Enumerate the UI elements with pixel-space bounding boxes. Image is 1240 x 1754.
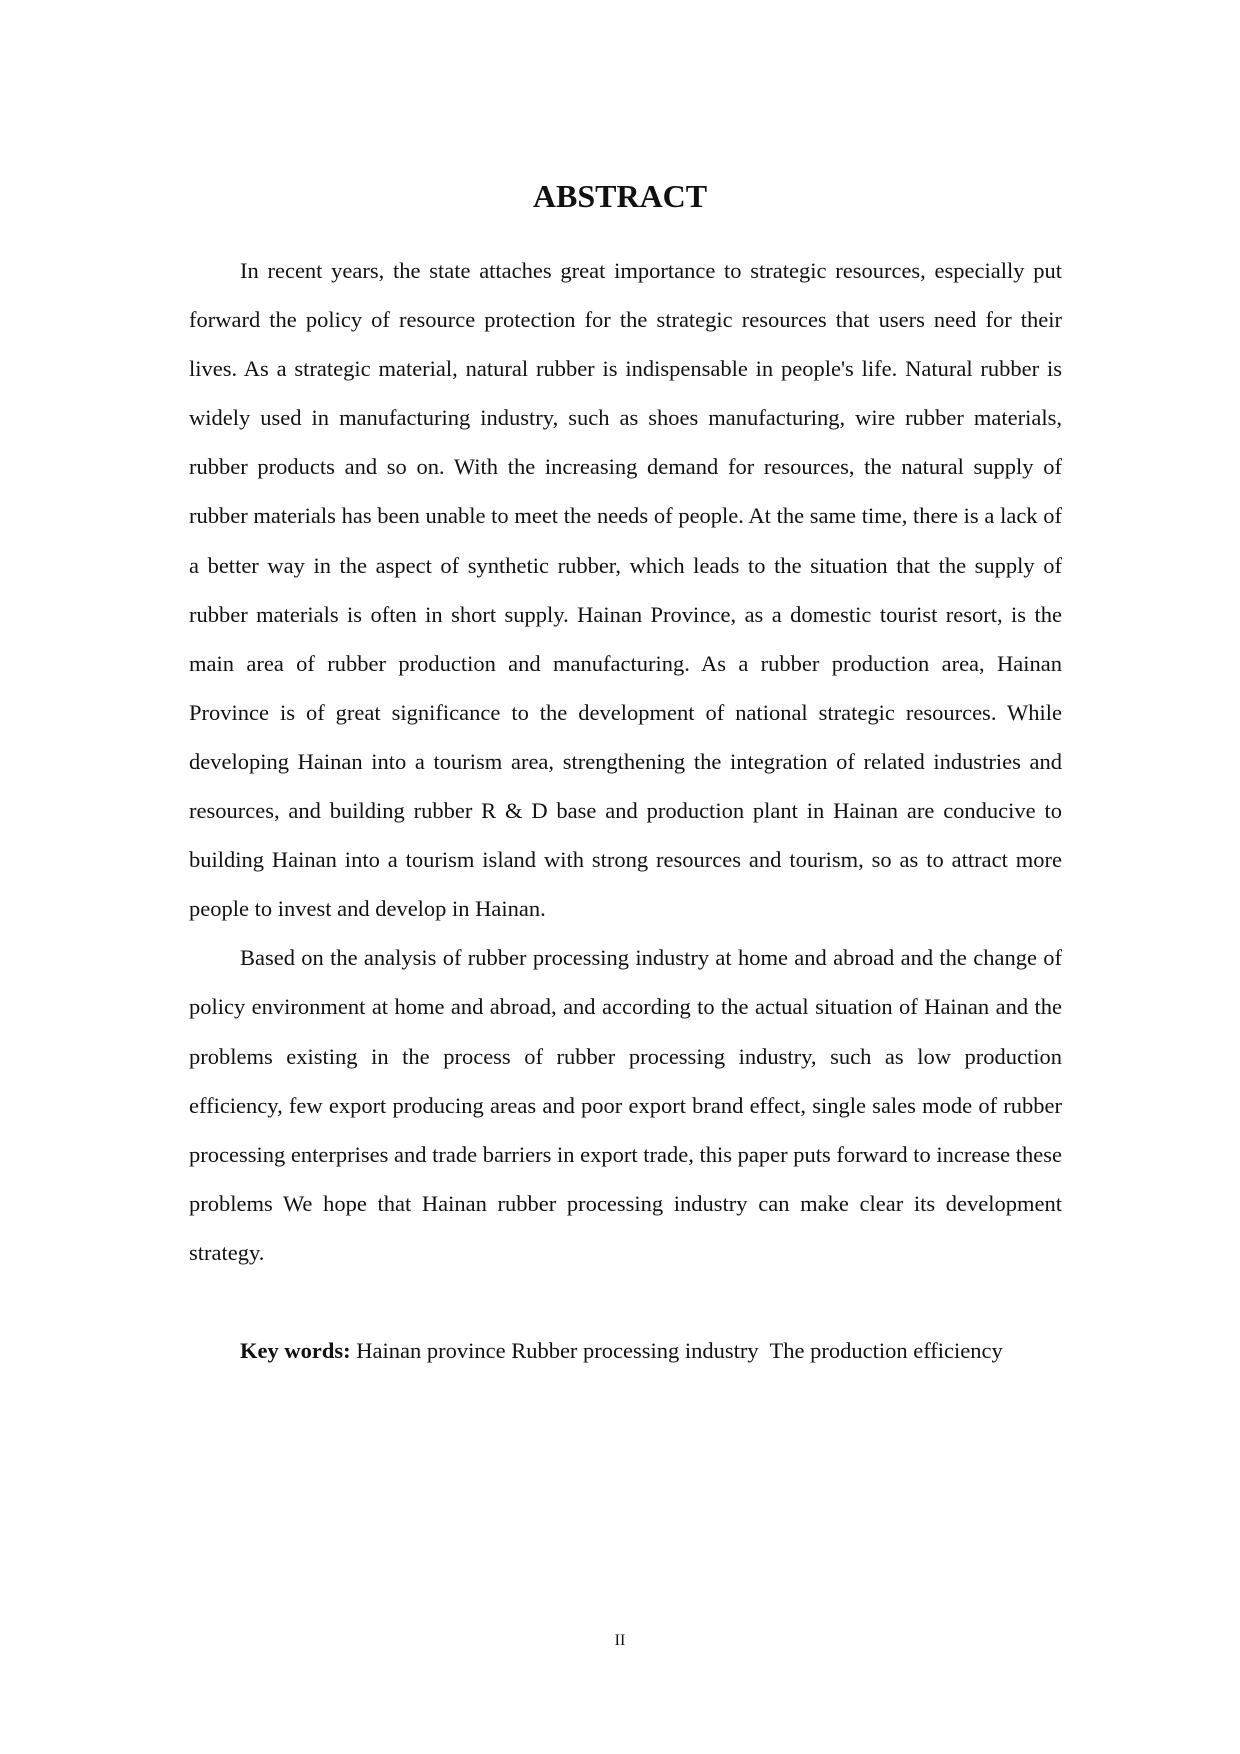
- paragraph-1: In recent years, the state attaches great importance to strategic resources, especially put forward the policy of resource protection for the strategic resources that users need for their lives. As a strategic material, natural rubber is indispensable in people's life. Natural rubber is widely used in manufacturing industry, such as shoes manufacturing, wire rubber materials, rubber products and so on. With the increasing demand for resources, the natural supply of rubber materials has been unable to meet the needs of people. At the same time, there is a lack of a better way in the aspect of synthetic rubber, which leads to the situation that the supply of rubber materials is often in short supply. Hainan Province, as a domestic tourist resort, is the main area of rubber production and manufacturing. As a rubber production area, Hainan Province is of great significance to the development of national strategic resources. While developing Hainan into a tourism area, strengthening the integration of related industries and resources, and building rubber R & D base and production plant in Hainan are conducive to building Hainan into a tourism island with strong resources and tourism, so as to attract more people to invest and develop in Hainan.: [189, 258, 1062, 922]
- keywords-text: Hainan province Rubber processing industry The production efficiency: [350, 1337, 1003, 1363]
- abstract-title: ABSTRACT: [532, 178, 708, 214]
- paragraph-2: Based on the analysis of rubber processing industry at home and abroad and the change of policy environment at home and abroad, and according to the actual situation of Hainan and the problems existing in the process of rubber processing industry, such as low production efficiency, few export producing areas and poor export brand effect, single sales mode of rubber processing enterprises and trade barriers in export trade, this paper puts forward to increase these problems We hope that Hainan rubber processing industry can make clear its development strategy.: [189, 945, 1062, 1265]
- abstract-body: [189, 246, 1062, 1375]
- keywords-label: Key words:: [240, 1337, 351, 1363]
- page-number: II: [614, 1632, 626, 1649]
- keywords: [189, 1326, 1062, 1375]
